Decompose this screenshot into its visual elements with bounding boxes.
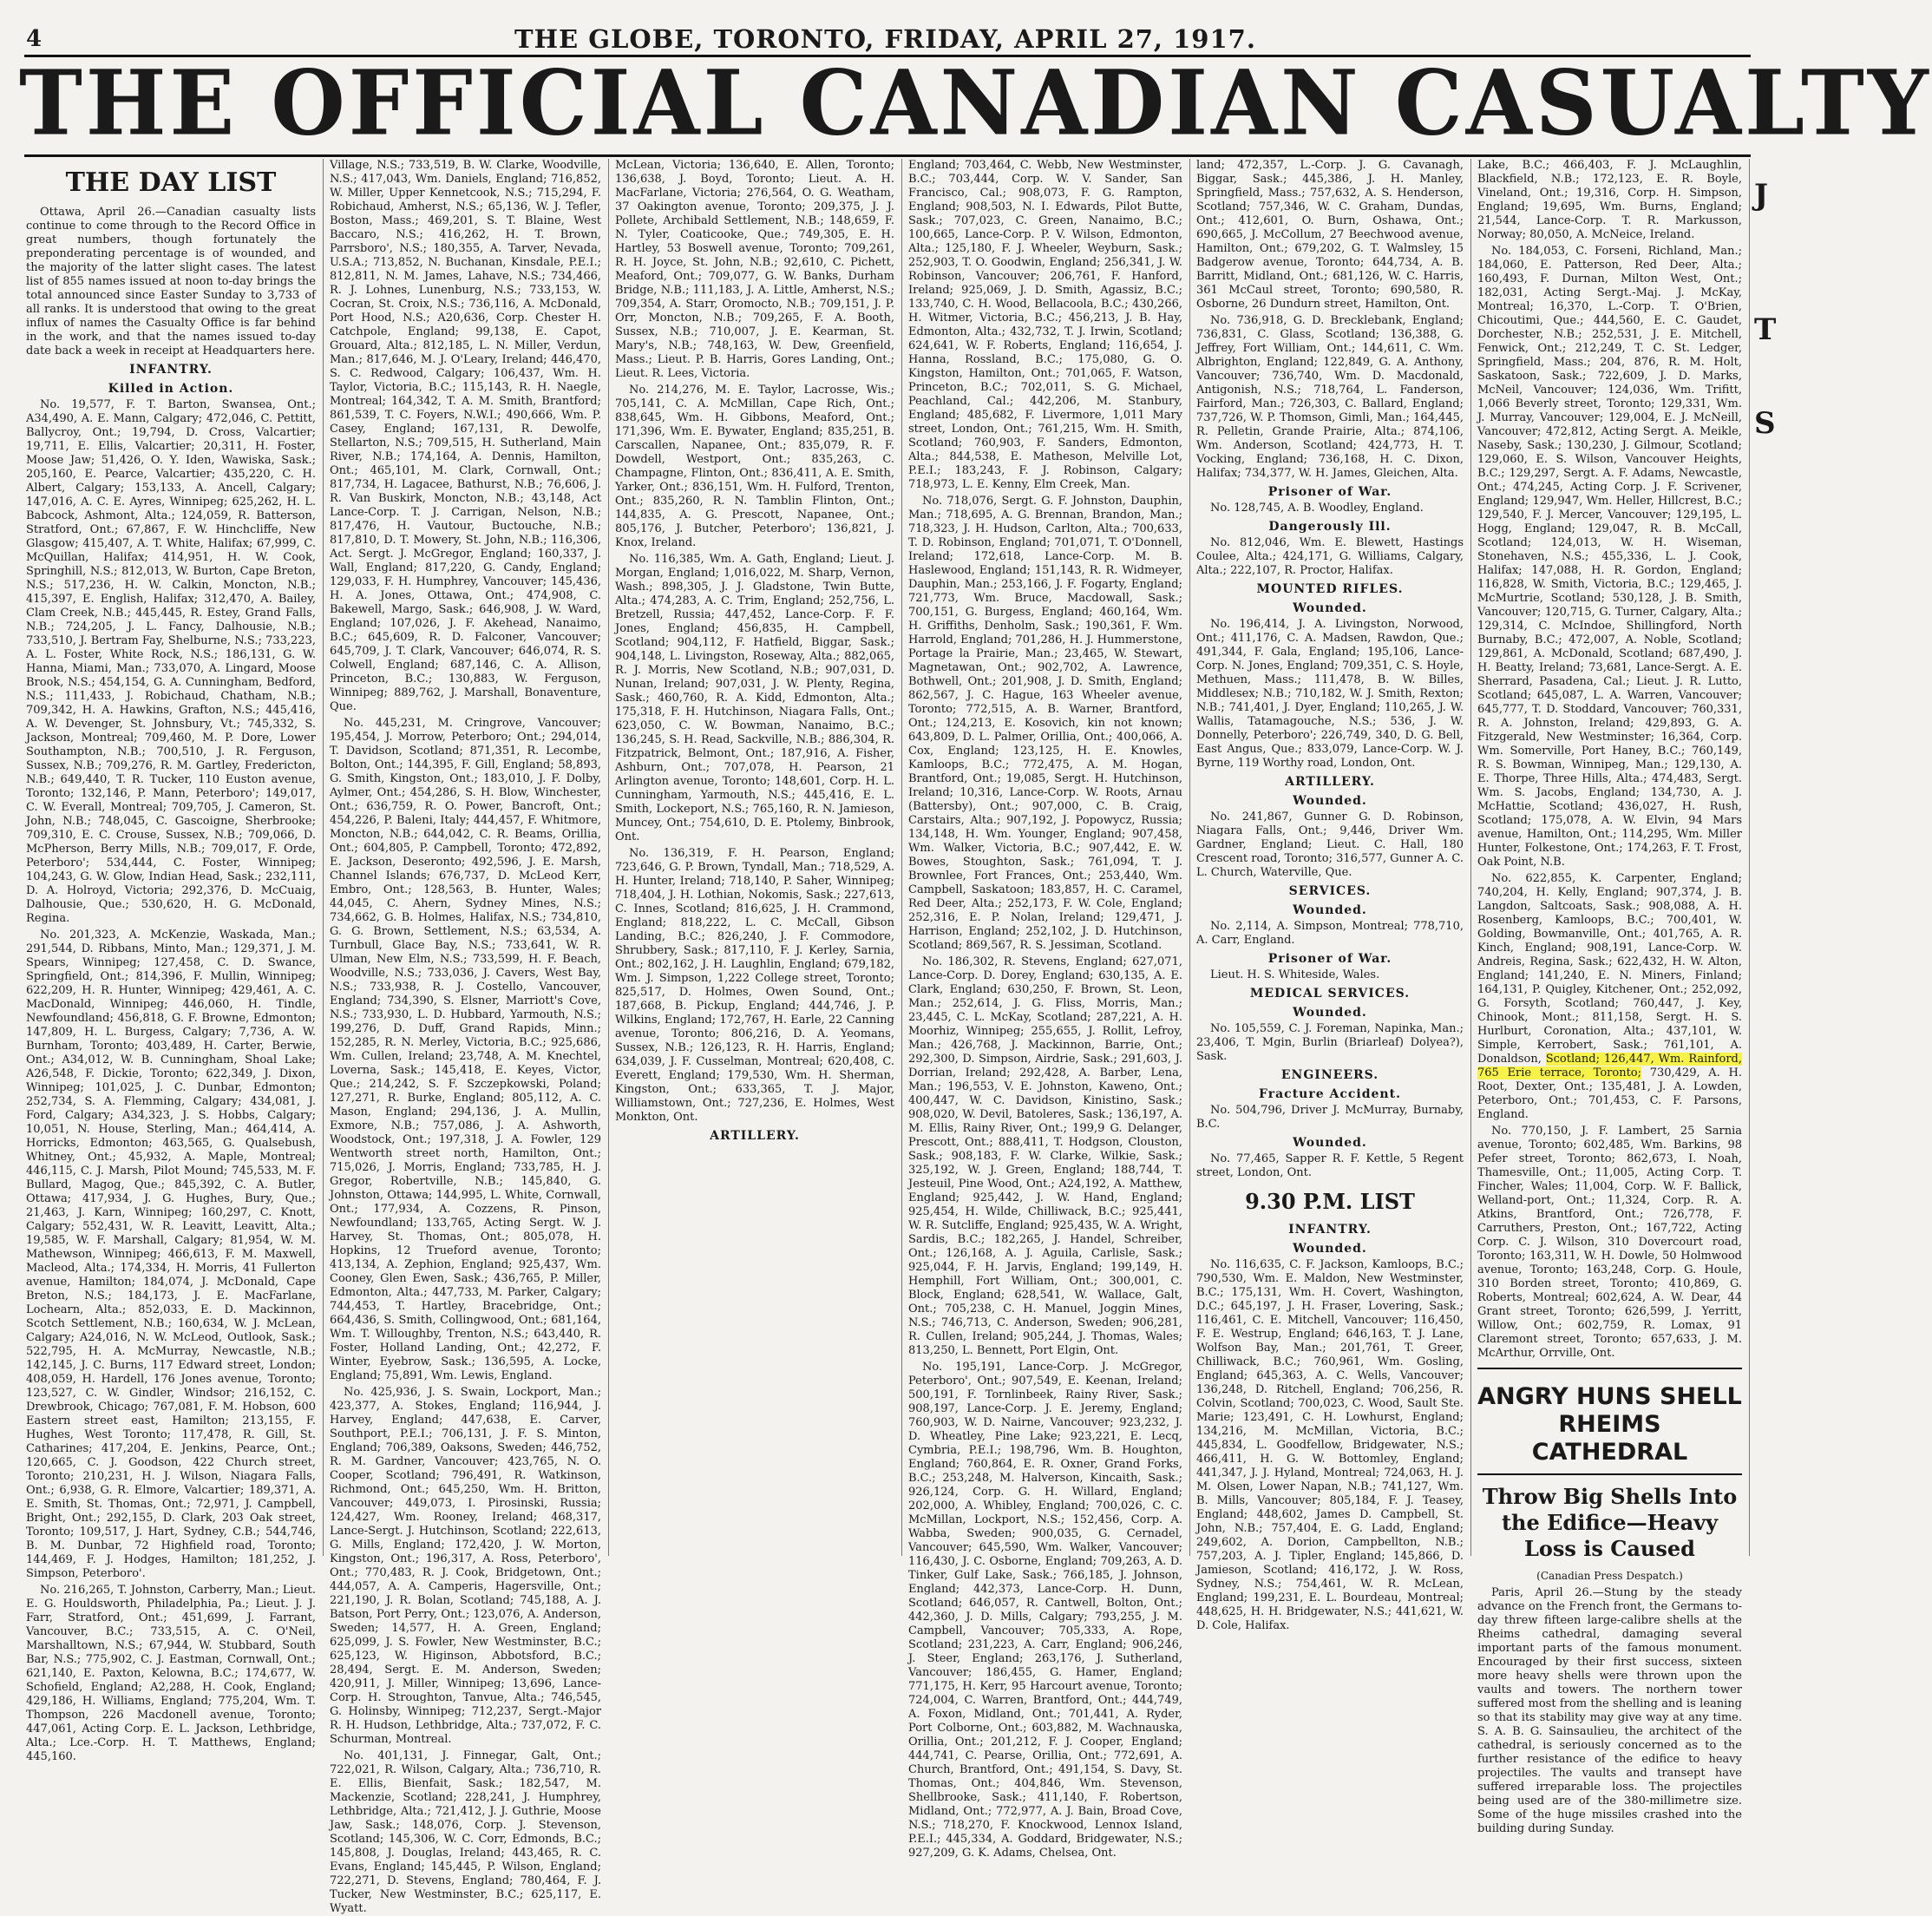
casualty-paragraph: No. 184,053, C. Forseni, Richland, Man.; 184,060, E. Patterson, Red Deer, Alta.; 160,493, F. Durnan, Milton West, Ont.; 182,031, Acting Sergt.-Maj. J. McKay, Montreal; 16,370, L.-Corp. T. O'Brien, Chicoutimi, Que.; 444,560, E. C. Gaudet, Dorchester, N.B.; 252,531, J. E. Mitchell, Fenwick, Ont.; 212,249, T. C. St. Ledger, Springfield, Mass.; 204, 876, R. M. Holt, Saskatoon, Sask.; 722,609, J. D. Marks, McNeil, Vancouver; 124,036, Wm. Trifitt, 1,066 Beverly street, Toronto; 129,331, Wm. J. Murray, Vancouver; 129,004, E. J. McNeill, Vancouver; 472,812, Acting Sergt. A. Meikle, Naseby, Sask.; 130,230, J. Gilmour, Scotland; 129,060, E. S. Wilson, Vancouver Heights, B.C.; 129,297, Sergt. A. F. Adams, Newcastle, Ont.; 474,245, Acting Corp. J. F. Scrivener, England; 129,947, Wm. Heller, Hillcrest, B.C.; 129,540, F. J. Mercer, Vancouver; 129,195, L. Hogg, England; 129,047, R. B. McCall, Scotland; 124,013, W. H. Wiseman, Stonehaven, N.S.; 455,336, L. J. Cook, Halifax; 147,088, H. R. Gordon, England; 116,828, W. Smith, Victoria, B.C.; 129,465, J. McMurtrie, Scotland; 530,128, J. B. Smith, Vancouver; 120,715, G. Turner, Calgary, Alta.; 129,314, C. McIndoe, Shillingford, North Burnaby, B.C.; 472,007, A. Noble, Scotland; 129,861, A. McDonald, Scotland; 687,490, J. H. Beatty, Ireland; 73,681, Lance-Sergt. A. E. Sherrard, Pasadena, Cal.; Lieut. J. R. Lutto, Scotland; 645,087, L. A. Warren, Vancouver; 645,777, T. D. Stoddard, Vancouver; 760,331, R. A. Johnston, Ireland; 429,893, G. A. Fitzgerald, New Westminster; 16,364, Corp. Wm. Somerville, Port Haney, B.C.; 760,149, R. S. Bowman, Winnipeg, Man.; 129,130, A. E. Thorpe, Three Hills, Alta.; 474,483, Sergt. Wm. S. Jacobs, England; 134,730, A. J. McHattie, Scotland; 436,027, H. Rush, Scotland; 175,078, A. W. Elvin, 94 Mars avenue, Hamilton, Ont.; 114,295, Wm. Miller Hunter, Folkestone, Ont.; 174,263, F. T. Frost, Oak Point, N.B. — [1477, 245, 1742, 869]
casualty-paragraph: land; 472,357, L.-Corp. J. G. Cavanagh, Biggar, Sask.; 445,386, J. H. Manley, Springfield, Mass.; 757,632, A. S. Henderson, Scotland; 757,346, W. C. Graham, Dundas, Ont.; 412,601, O. Burn, Oshawa, Ont.; 690,665, J. McCollum, 27 Beechwood avenue, Hamilton, Ont.; 679,202, G. T. Walmsley, 15 Badgerow avenue, Toronto; 644,734, A. B. Barritt, Midland, Ont.; 681,126, W. C. Harris, 361 McCaul street, Toronto; 690,580, R. Osborne, 26 Dundurn street, Hamilton, Ont. — [1196, 159, 1464, 311]
subsection-heading: Wounded. — [1293, 601, 1367, 615]
casualty-paragraph: No. 77,465, Sapper R. F. Kettle, 5 Regent street, London, Ont. — [1196, 1152, 1464, 1179]
casualty-paragraph: No. 425,936, J. S. Swain, Lockport, Man.; 423,377, A. Stokes, England; 116,944, J. Harvey, England; 447,638, E. Carver, Southport, P.E.I.; 706,131, J. F. S. Minton, England; 706,389, Oaksons, Sweden; 446,752, R. M. Gardner, Vancouver; 423,765, N. O. Cooper, Scotland; 796,491, R. Watkinson, Richmond, Ont.; 645,250, Wm. H. Britton, Vancouver; 449,073, I. Pirosinski, Russia; 124,427, Wm. Rooney, Ireland; 468,317, Lance-Sergt. J. Hutchinson, Scotland; 222,613, G. Mills, England; 172,420, J. W. Morton, Kingston, Ont.; 196,317, A. Ross, Peterboro', Ont.; 770,483, R. J. Cook, Bridgetown, Ont.; 444,057, A. A. Camperis, Hagersville, Ont.; 221,190, J. R. Bolan, Scotland; 745,188, A. J. Batson, Port Perry, Ont.; 123,076, A. Anderson, Sweden; 14,577, H. A. Green, England; 625,099, J. S. Fowler, New Westminster, B.C.; 625,123, W. Higinson, Abbotsford, B.C.; 28,494, Sergt. E. M. Anderson, Sweden; 420,911, J. Miller, Winnipeg; 13,696, Lance-Corp. H. Stroughton, Tanvue, Alta.; 746,545, G. Holinsby, Winnipeg; 712,237, Sergt.-Major R. H. Hudson, Lethbridge, Alta.; 737,072, F. C. Schurman, Montreal. — [330, 1386, 601, 1746]
section-heading: MOUNTED RIFLES. — [1256, 582, 1404, 596]
casualty-paragraph: No. 445,231, M. Cringrove, Vancouver; 195,454, J. Morrow, Peterboro; Ont.; 294,014, T. Davidson, Scotland; 871,351, R. Lecombe, Bolton, Ont.; 144,395, F. Gill, England; 58,893, G. Smith, Kingston, Ont.; 183,010, J. F. Dolby, Aylmer, Ont.; 454,286, S. H. Blow, Winchester, Ont.; 636,759, R. O. Power, Bancroft, Ont.; 454,226, P. Baleni, Italy; 444,457, F. Whitmore, Moncton, N.B.; 644,042, C. R. Beams, Orillia, Ont.; 604,805, P. Campbell, Toronto; 472,892, E. Jackson, Deseronto; 492,596, J. E. Marsh, Channel Islands; 676,737, D. McLeod Kerr, Embro, Ont.; 128,563, B. Hunter, Wales; 44,045, C. Ahern, Sydney Mines, N.S.; 734,662, G. B. Holmes, Halifax, N.S.; 734,810, G. G. Brown, Settlement, N.S.; 63,534, A. Turnbull, Glace Bay, N.S.; 733,641, W. R. Ulman, New Elm, N.S.; 733,599, H. F. Beach, Woodville, N.S.; 733,036, J. Cavers, West Bay, N.S.; 733,938, R. J. Costello, Vancouver, England; 734,390, S. Elsner, Marriott's Cove, N.S.; 733,930, L. D. Hubbard, Yarmouth, N.S.; 199,276, D. Duff, Grand Rapids, Minn.; 152,285, R. N. Merley, Victoria, B.C.; 925,686, Wm. Cullen, Ireland; 23,748, A. M. Knechtel, Loverna, Sask.; 145,418, E. Keyes, Victor, Que.; 214,242, S. F. Szczepkowski, Poland; 127,271, R. Burke, England; 805,112, A. C. Mason, England; 294,136, J. A. Mullin, Exmore, N.B.; 757,086, J. A. Ashworth, Woodstock, Ont.; 197,318, J. A. Fowler, 129 Wentworth street north, Hamilton, Ont.; 715,026, J. Morris, England; 733,785, H. J. Gregor, Robertville, N.B.; 145,840, G. Johnston, Ottawa; 144,995, L. White, Cornwall, Ont.; 177,934, A. Cozzens, R. Pinson, Newfoundland; 133,765, Acting Sergt. W. J. Harvey, St. Thomas, Ont.; 805,078, H. Hopkins, 12 Trueford avenue, Toronto; 413,134, A. Zephion, England; 925,437, Wm. Cooney, Glen Ewen, Sask.; 436,765, P. Miller, Edmonton, Alta.; 447,733, M. Parker, Calgary; 744,453, T. Hartley, Bracebridge, Ont.; 664,436, S. Smith, Collingwood, Ont.; 681,164, Wm. T. Willoughby, Trenton, N.S.; 643,440, R. Foster, Holland Landing, Ont.; 42,272, F. Winter, Eyebrow, Sask.; 136,595, A. Locke, England; 75,891, Wm. Lewis, England. — [330, 717, 601, 1382]
casualty-paragraph: No. 401,131, J. Finnegar, Galt, Ont.; 722,021, R. Wilson, Calgary, Alta.; 736,710, R. E. Ellis, Bienfait, Sask.; 182,547, M. Mackenzie, Scotland; 228,241, J. Humphrey, Lethbridge, Alta.; 721,412, J. J. Guthrie, Moose Jaw, Sask.; 148,076, Corp. J. Stevenson, Scotland; 145,306, W. C. Corr, Edmonds, B.C.; 145,808, J. Douglas, Ireland; 443,465, R. C. Evans, England; 145,445, P. Wilson, England; 722,271, D. Stevens, England; 780,464, F. J. Tucker, New Westminster, B.C.; 625,117, E. Wyatt. — [330, 1749, 601, 1915]
article-divider — [1477, 1473, 1742, 1475]
subsection-heading: Wounded. — [1293, 794, 1367, 808]
headline-rule — [24, 154, 1751, 157]
masthead: THE GLOBE, TORONTO, FRIDAY, APRIL 27, 1917. — [514, 24, 1256, 54]
subsection-heading: Prisoner of War. — [1267, 952, 1392, 966]
casualty-paragraph: No. 201,323, A. McKenzie, Waskada, Man.; 291,544, D. Ribbans, Minto, Man.; 129,371, J. M. Spears, Winnipeg; 127,458, C. D. Swance, Springfield, Ont.; 814,396, F. Mullin, Winnipeg; 622,209, H. R. Hunter, Winnipeg; 429,461, A. C. MacDonald, Winnipeg; 446,060, H. Tindle, Newfoundland; 456,818, G. F. Browne, Edmonton; 147,809, H. L. Burgess, Calgary; 7,736, A. W. Burnham, Toronto; 403,489, H. Carter, Berwie, Ont.; A34,012, W. B. Cunningham, Shoal Lake; A26,548, F. Dickie, Toronto; 622,349, J. Dixon, Winnipeg; 101,025, J. C. Dunbar, Edmonton; 252,734, S. A. Flemming, Calgary; 434,081, J. Ford, Calgary; A34,323, J. S. Hobbs, Calgary; 10,051, N. House, Sterling, Man.; 464,414, A. Horricks, Edmonton; 463,565, G. Qualsebush, Whitney, Ont.; 45,932, A. Maple, Montreal; 446,115, C. J. Marsh, Pilot Mound; 745,533, M. F. Bullard, Magog, Que.; 845,392, C. A. Butler, Ottawa; 417,934, J. G. Hughes, Bury, Que.; 21,463, J. Karn, Winnipeg; 160,297, C. Knott, Calgary; 552,431, W. R. Leavitt, Leavitt, Alta.; 19,585, W. F. Marshall, Calgary; 81,954, W. M. Mathewson, Winnipeg; 466,613, F. M. Maxwell, Macleod, Alta.; 174,334, H. Morris, 41 Fullerton avenue, Hamilton; 184,074, J. McDonald, Cape Breton, N.S.; 184,173, J. E. MacFarlane, Lochearn, Alta.; 852,033, E. D. Mackinnon, Scotch Settlement, N.B.; 160,634, W. J. McLean, Calgary; A24,016, N. W. McLeod, Outlook, Sask.; 522,795, H. A. McMurray, Newcastle, N.B.; 142,145, J. C. Burns, 117 Edward street, London; 408,059, H. Hardell, 176 Jones avenue, Toronto; 123,527, C. W. Gindler, Windsor; 216,152, C. Drewbrook, Chicago; 767,081, F. M. Hobson, 600 Eastern street east, Hamilton; 213,155, F. Hughes, West Toronto; 117,478, R. Gill, St. Catharines; 417,204, E. Jenkins, Pearce, Ont.; 120,665, C. J. Goodson, 422 Church street, Toronto; 210,231, H. J. Wilson, Niagara Falls, Ont.; 6,938, G. R. Elmore, Valcartier; 189,371, A. E. Smith, St. Thomas, Ont.; 72,971, J. Campbell, Bright, Ont.; 292,155, D. Clark, 203 Oak street, Toronto; 109,517, J. Hart, Sydney, C.B.; 544,746, B. M. Dunbar, 72 Highfield road, Toronto; 144,469, F. J. Hodges, Hamilton; 181,252, J. Simpson, Peterboro'. — [26, 928, 316, 1580]
day-list-title: THE DAY LIST — [65, 167, 277, 198]
casualty-paragraph: No. 812,046, Wm. E. Blewett, Hastings Coulee, Alta.; 424,171, G. Williams, Calgary, Alta.; 222,107, R. Proctor, Halifax. — [1196, 536, 1464, 577]
column-divider — [901, 159, 902, 1556]
subsection-heading: Wounded. — [1293, 1006, 1367, 1020]
casualty-paragraph: No. 196,414, J. A. Livingston, Norwood, Ont.; 411,176, C. A. Madsen, Rawdon, Que.; 491,344, F. Gala, England; 195,106, Lance-Corp. N. Jones, England; 709,351, C. S. Hoyle, Methuen, Mass.; 111,478, B. W. Billes, Middlesex; N.B.; 710,182, W. J. Smith, Rexton; N.B.; 741,401, J. Dyer, England; 110,265, J. W. Wallis, Tatamagouche, N.S.; 536, J. W. Donnelly, Peterboro'; 226,749, 340, D. G. Bell, East Angus, Que.; 833,079, Lance-Corp. W. J. Byrne, 119 Worthy road, London, Ont. — [1196, 618, 1464, 770]
casualty-paragraph: No. 186,302, R. Stevens, England; 627,071, Lance-Corp. D. Dorey, England; 630,135, A. E. Clark, England; 630,250, F. Brown, St. Leon, Man.; 252,614, J. G. Fliss, Morris, Man.; 23,445, C. L. McKay, Scotland; 287,221, A. H. Moorhiz, Winnipeg; 255,655, J. Rollit, Lefroy, Man.; 426,768, J. Mackinnon, Barrie, Ont.; 292,300, D. Simpson, Airdrie, Sask.; 291,603, J. Dorrian, Ireland; 292,428, A. Barber, Lena, Man.; 196,553, V. E. Johnston, Kaweno, Ont.; 400,447, W. C. Davidson, Kinistino, Sask.; 908,020, W. Devil, Batoleres, Sask.; 136,197, A. M. Ellis, Rainy River, Ont.; 199,9 G. Delanger, Prescott, Ont.; 888,411, T. Hodgson, Clouston, Sask.; 908,183, F. W. Clarke, Wilkie, Sask.; 325,192, W. J. Green, England; 188,744, T. Jesteuil, Pine Wood, Ont.; A24,192, A. Matthew, England; 925,442, J. W. Hand, England; 925,454, H. Wilde, Chilliwack, B.C.; 925,441, W. R. Sutcliffe, England; 925,435, W. A. Wright, Sardis, B.C.; 182,265, J. Handel, Schreiber, Ont.; 126,168, A. J. Aguila, Carlisle, Sask.; 925,044, F. H. Jarvis, England; 199,149, H. Hemphill, Fort William, Ont.; 300,001, C. Block, England; 628,541, W. Wallace, Galt, Ont.; 705,238, C. H. Manuel, Joggin Mines, N.S.; 746,713, C. Anderson, Sweden; 906,281, R. Cullen, Ireland; 905,244, J. Thomas, Wales; 813,250, L. Bennett, Port Elgin, Ont. — [908, 955, 1182, 1357]
casualty-text: 730,429, A. H. Root, Dexter, Ont.; 135,481, J. A. Lowden, Peterboro, Ont.; 701,453, C. F. Parsons, England. — [1477, 1066, 1742, 1121]
column-6 — [1477, 159, 1742, 1835]
column-1 — [26, 159, 316, 1763]
casualty-paragraph — [1477, 872, 1742, 1122]
casualty-paragraph: No. 736,918, G. D. Brecklebank, England; 736,831, C. Glass, Scotland; 136,388, G. Jeffrey, Fort William, Ont.; 144,611, C. Wm. Albrighton, England; 122,849, G. A. Anthony, Vancouver; 736,740, Wm. D. Macdonald, Antigonish, N.S.; 718,764, L. Fanderson, Fairford, Man.; 726,303, C. Ballard, England; 737,726, W. P. Thomson, Gimli, Man.; 164,445, R. Pelletin, Grande Prairie, Alta.; 874,106, Wm. Anderson, Scotland; 424,773, H. T. Vocking, England; 736,168, H. C. Dixon, Halifax; 734,377, W. H. James, Gleichen, Alta. — [1196, 314, 1464, 480]
column-divider — [1470, 159, 1471, 1556]
section-heading: MEDICAL SERVICES. — [1249, 987, 1411, 1001]
column-divider — [608, 159, 609, 1556]
highlighted-address: 765 Erie terrace, Toronto; — [1477, 1066, 1641, 1079]
news-body: Paris, April 26.—Stung by the steady advance on the French front, the Germans to-day threw fifteen large-calibre shells at the Rheims cathedral, damaging several important parts of the famous monument. Encouraged by their first success, sixteen more heavy shells were thrown upon the vaults and towers. The northern tower suffered most from the shelling and is leaning so that its stability may give way at any time. S. A. B. G. Sainsaulieu, the architect of the cathedral, is seriously concerned as to the further resistance of the edifice to heavy projectiles. The vaults and transept have suffered irreparable loss. The projectiles being used are of the 380-millimetre size. Some of the huge missiles crashed into the building during Sunday. — [1477, 1586, 1742, 1835]
edge-letter-1: J — [1754, 178, 1769, 213]
casualty-paragraph: No. 116,635, C. F. Jackson, Kamloops, B.C.; 790,530, Wm. E. Maldon, New Westminster, B.C.; 175,131, Wm. H. Covert, Washington, D.C.; 645,197, J. H. Fraser, Lovering, Sask.; 116,461, C. E. Mitchell, Vancouver; 116,450, F. E. Westrup, England; 646,163, T. J. Lane, Wolfson Bay, Man.; 201,761, T. Greer, Chilliwack, B.C.; 760,961, Wm. Gosling, England; 645,363, A. C. Wells, Vancouver; 136,248, D. Ritchell, England; 706,256, R. Colvin, Scotland; 700,023, C. Wood, Sault Ste. Marie; 123,491, C. H. Lowhurst, England; 134,216, M. McMillan, Victoria, B.C.; 445,834, L. Goodfellow, Bridgewater, N.S.; 466,411, H. G. W. Bottomley, England; 441,347, J. J. Hyland, Montreal; 724,063, H. J. M. Olsen, Lower Napan, N.B.; 741,127, Wm. B. Mills, Vancouver; 805,184, F. J. Teasey, England; 448,602, James D. Campbell, St. John, N.B.; 757,404, E. G. Ladd, England; 249,602, A. Dorion, Campbellton, N.B.; 757,203, A. J. Tipler, England; 145,866, D. Jamieson, Scotland; 416,172, J. W. Ross, Sydney, N.S.; 754,461, W. R. McLean, England; 199,231, E. L. Bourdeau, Montreal; 448,625, H. H. Bridgewater, N.S.; 441,621, W. D. Cole, Halifax. — [1196, 1258, 1464, 1632]
evening-list-title: 9.30 P.M. LIST — [1245, 1189, 1415, 1214]
column-2 — [330, 159, 601, 1915]
casualty-paragraph: Lake, B.C.; 466,403, F. J. McLaughlin, Blackfield, N.B.; 172,123, E. R. Boyle, Vineland, Ont.; 19,316, Corp. H. Simpson, England; 19,695, Wm. Burns, England; 21,544, Lance-Corp. T. R. Markusson, Norway; 80,050, A. McNeice, Ireland. — [1477, 159, 1742, 241]
section-heading: SERVICES. — [1288, 884, 1372, 898]
column-divider — [1189, 159, 1190, 1556]
casualty-paragraph: No. 214,276, M. E. Taylor, Lacrosse, Wis.; 705,141, C. A. McMillan, Cape Rich, Ont.; 838,645, Wm. H. Gibbons, Meaford, Ont.; 171,396, Wm. E. Bywater, England; 835,251, B. Carscallen, Napanee, Ont.; 835,079, R. F. Dowdell, Westport, Ont.; 835,263, C. Champagne, Flinton, Ont.; 836,411, A. E. Smith, Yarker, Ont.; 836,151, Wm. H. Fulford, Trenton, Ont.; 835,260, R. N. Tamblin Flinton, Ont.; 144,835, A. G. Prescott, Napanee, Ont.; 805,176, J. Butcher, Peterboro'; 136,821, J. Knox, Ireland. — [615, 384, 894, 549]
casualty-paragraph: No. 2,114, A. Simpson, Montreal; 778,710, A. Carr, England. — [1196, 920, 1464, 947]
casualty-paragraph: No. 504,796, Driver J. McMurray, Burnaby, B.C. — [1196, 1104, 1464, 1131]
subsection-heading: Dangerously Ill. — [1268, 520, 1392, 534]
casualty-paragraph: Lieut. H. S. Whiteside, Wales. — [1210, 968, 1380, 981]
casualty-paragraph: No. 19,577, F. T. Barton, Swansea, Ont.; A34,490, A. E. Mann, Calgary; 472,046, C. Pettitt, Ballycroy, Ont.; 19,794, D. Cross, Valcartier; 19,711, E. Ellis, Valcartier; 20,311, H. Foster, Moose Jaw; 51,426, O. Y. Iden, Wawiska, Sask.; 205,160, E. Pearce, Valcartier; 435,220, C. H. Albert, Calgary; 153,133, A. Ancell, Calgary; 147,016, A. C. E. Ayres, Winnipeg; 625,262, H. L. Babcock, Ashmont, Alta.; 124,059, R. Batterson, Stratford, Ont.; 67,867, F. W. Hinchcliffe, New Glasgow; 415,407, A. T. White, Halifax; 67,999, C. McQuillan, Halifax; 414,951, H. W. Cook, Springhill, N.S.; 812,013, W. Burton, Cape Breton, N.S.; 517,236, H. W. Calkin, Moncton, N.B.; 415,397, E. English, Halifax; 312,470, A. Bailey, Clam Creek, N.B.; 445,445, R. Estey, Grand Falls, N.B.; 724,205, J. L. Fancy, Dalhousie, N.B.; 733,510, J. Bertram Fay, Shelburne, N.S.; 733,223, A. L. Foster, White Rock, N.S.; 186,131, G. W. Hanna, Miami, Man.; 733,070, A. Lingard, Moose Brook, N.S.; 454,154, G. A. Cunningham, Bedford, N.S.; 111,433, J. Robichaud, Chatham, N.B.; 709,342, H. A. Hawkins, Grafton, N.S.; 445,416, A. W. Devenger, St. Johnsbury, Vt.; 745,332, S. Jackson, Montreal; 709,460, M. P. Dore, Lower Southampton, N.B.; 700,510, J. R. Ferguson, Sussex, N.B.; 709,276, R. M. Gartley, Fredericton, N.B.; 649,440, T. R. Tucker, 110 Euston avenue, Toronto; 132,146, P. Mann, Peterboro'; 149,017, C. W. Everall, Montreal; 709,705, J. Cameron, St. John, N.B.; 748,045, C. Gascoigne, Sherbrooke; 709,310, E. C. Crouse, Sussex, N.B.; 709,066, D. McPherson, Berry Mills, N.B.; 709,017, F. Orde, Peterboro'; 534,444, C. Foster, Winnipeg; 104,243, G. W. Glow, Indian Head, Sask.; 232,111, D. A. Holroyd, Victoria; 292,376, D. McCuaig, Dalhousie, Que.; 530,620, H. G. McDonald, Regina. — [26, 398, 316, 925]
casualty-paragraph: McLean, Victoria; 136,640, E. Allen, Toronto; 136,638, J. Boyd, Toronto; Lieut. A. H. MacFarlane, Victoria; 276,564, O. G. Weatham, 37 Oakington avenue, Toronto; 209,375, J. J. Pollete, Archibald Settlement, N.B.; 148,659, F. N. Tyler, Coaticooke, Que.; 749,305, E. H. Hartley, 53 Boswell avenue, Toronto; 709,261, R. H. Joyce, St. John, N.B.; 92,610, C. Pichett, Meaford, Ont.; 709,077, G. W. Banks, Durham Bridge, N.B.; 111,183, J. A. Little, Amherst, N.S.; 709,354, A. Starr, Oromocto, N.B.; 709,151, J. P. Orr, Moncton, N.B.; 709,265, F. A. Booth, Sussex, N.B.; 710,007, J. E. Kearman, St. Mary's, N.B.; 748,163, W. Dew, Greenfield, Mass.; Lieut. P. B. Harris, Gores Landing, Ont.; Lieut. R. Lees, Victoria. — [615, 159, 894, 380]
casualty-paragraph: No. 116,385, Wm. A. Gath, England; Lieut. J. Morgan, England; 1,016,022, M. Sharp, Vernon, Wash.; 898,305, J. J. Gladstone, Twin Butte, Alta.; 474,283, A. C. Trim, England; 252,756, L. Bretzell, Russia; 447,452, Lance-Corp. F. F. Jones, England; 456,835, H. Campbell, Scotland; 904,112, F. Hatfield, Biggar, Sask.; 904,148, L. Livingston, Roseway, Alta.; 882,065, R. J. Morris, New Scotland, N.B.; 907,031, D. Nunan, Ireland; 907,031, J. W. Plenty, Regina, Sask.; 460,760, R. A. Kidd, Edmonton, Alta.; 175,318, F. H. Hutchinson, Niagara Falls, Ont.; 623,050, C. W. Bowman, Nanaimo, B.C.; 136,245, S. H. Read, Sackville, N.B.; 886,304, R. Fitzpatrick, Belmont, Ont.; 187,916, A. Fisher, Ashburn, Ont.; 707,078, H. Pearson, 21 Arlington avenue, Toronto; 148,601, Corp. H. L. Cunningham, Yarmouth, N.S.; 445,416, E. L. Smith, Lockeport, N.S.; 765,160, R. N. Jamieson, Muncey, Ont.; 754,610, D. E. Ptolemy, Binbrook, Ont. — [615, 553, 894, 843]
column-3 — [615, 159, 894, 1558]
section-heading: INFANTRY. — [1288, 1223, 1372, 1237]
page-headline: THE OFFICIAL CANADIAN CASUALTY — [19, 51, 1932, 156]
column-divider — [323, 159, 324, 1556]
section-heading: ARTILLERY. — [710, 1129, 800, 1143]
casualty-paragraph: No. 216,265, T. Johnston, Carberry, Man.; Lieut. E. G. Houldsworth, Philadelphia, Pa.; Lieut. J. J. Farr, Stratford, Ont.; 451,699, J. Farrant, Vancouver, B.C.; 733,515, A. C. O'Neil, Marshalltown, N.S.; 67,944, W. Stubbard, South Bar, N.S.; 775,902, C. J. Eastman, Cornwall, Ont.; 621,140, E. Paxton, Kelowna, B.C.; 174,677, W. Schofield, England; A2,288, H. Cook, England; 429,186, H. Williams, England; 775,204, Wm. T. Thompson, 226 Macdonell avenue, Toronto; 447,061, Acting Corp. E. L. Jackson, Lethbridge, Alta.; Lce.-Corp. H. T. Matthews, England; 445,160. — [26, 1584, 316, 1763]
column-4 — [908, 159, 1182, 1860]
edge-letter-2: T — [1754, 312, 1777, 347]
subsection-heading: Fracture Accident. — [1259, 1087, 1401, 1101]
subsection-heading: Wounded. — [1293, 903, 1367, 917]
casualty-paragraph: No. 718,076, Sergt. G. F. Johnston, Dauphin, Man.; 718,695, A. G. Brennan, Brandon, Man.; 718,323, J. H. Hudson, Carlton, Alta.; 700,633, T. D. Robinson, England; 701,071, T. O'Donnell, Ireland; 172,618, Lance-Corp. M. B. Haslewood, England; 151,143, R. R. Widmeyer, Dauphin, Man.; 253,166, J. F. Fogarty, England; 721,773, Wm. Bruce, Macdowall, Sask.; 700,151, G. Burgess, England; 460,164, Wm. H. Griffiths, Denholm, Sask.; 190,361, F. Wm. Harrold, England; 701,286, H. J. Hummerstone, Portage la Prairie, Man.; 23,465, W. Stewart, Magnetawan, Ont.; 902,702, A. Lawrence, Bothwell, Ont.; 201,908, J. D. Smith, England; 862,567, J. C. Hague, 163 Wheeler avenue, Toronto; 772,515, A. B. Warner, Brantford, Ont.; 124,213, E. Kosovich, kin not known; 643,809, D. L. Palmer, Orillia, Ont.; 400,066, A. Cox, England; 123,125, H. E. Knowles, Kamloops, B.C.; 772,475, A. M. Hogan, Brantford, Ont.; 19,085, Sergt. H. Hutchinson, Ireland; 10,316, Lance-Corp. W. Roots, Arnau (Battersby), Ont.; 907,000, C. B. Craig, Carstairs, Alta.; 907,192, J. Popowycz, Russia; 134,148, H. Wm. Younger, England; 907,458, Wm. Walker, Victoria, B.C.; 907,442, E. W. Bowes, Stoughton, Sask.; 761,094, T. J. Brownlee, Fort Frances, Ont.; 253,440, Wm. Campbell, Saskatoon; 183,857, H. C. Caramel, Red Deer, Alta.; 252,173, F. W. Cole, England; 252,316, E. P. Nolan, Ireland; 129,471, J. Harrison, England; 252,102, J. D. Hutchinson, Scotland; 869,567, R. S. Jessiman, Scotland. — [908, 495, 1182, 952]
article-divider — [1477, 1368, 1742, 1369]
subsection-heading: Wounded. — [1293, 1136, 1367, 1150]
news-deck: Throw Big Shells Into the Edifice—Heavy Loss is Caused — [1482, 1484, 1738, 1561]
news-credit: (Canadian Press Despatch.) — [1536, 1570, 1683, 1582]
casualty-paragraph: No. 136,319, F. H. Pearson, England; 723,646, G. P. Brown, Tyndall, Man.; 718,529, A. H. Hunter, Ireland; 718,140, P. Saher, Winnipeg; 718,404, J. H. Lothian, Nokomis, Sask.; 227,613, C. Innes, Scotland; 816,625, J. H. Crammond, England; 818,222, L. C. McCall, Gibson Landing, B.C.; 826,240, J. F. Commodore, Shrubbery, Sask.; 817,110, F. J. Kerley, Sarnia, Ont.; 802,162, J. H. Laughlin, England; 679,182, Wm. J. Simpson, 1,222 College street, Toronto; 825,517, D. Holmes, Owen Sound, Ont.; 187,668, B. Pickup, England; 444,746, J. P. Wilkins, England; 172,767, H. Earle, 22 Canning avenue, Toronto; 806,216, D. A. Yeomans, Sussex, N.B.; 126,123, R. H. Harris, England; 634,039, J. F. Cusselman, Montreal; 620,408, C. Everett, England; 179,530, Wm. H. Sherman, Kingston, Ont.; 633,365, T. J. Major, Williamstown, Ont.; 727,236, E. Holmes, West Monkton, Ont. — [615, 847, 894, 1124]
casualty-paragraph: Village, N.S.; 733,519, B. W. Clarke, Woodville, N.S.; 417,043, Wm. Daniels, England; 716,852, W. Miller, Upper Kennetcook, N.S.; 715,294, F. Robichaud, Amherst, N.S.; 65,136, W. J. Tefler, Boston, Mass.; 469,201, S. T. Blaine, West Baccaro, N.S.; 416,262, H. T. Brown, Parrsboro', N.S.; 180,355, A. Tarver, Nevada, U.S.A.; 713,852, N. Buchanan, Kinsdale, P.E.I.; 812,811, N. M. James, Lahave, N.S.; 734,466, R. J. Lohnes, Lunenburg, N.S.; 733,153, W. Cocran, St. Croix, N.S.; 736,116, A. McDonald, Port Hood, N.S.; A20,636, Corp. Chester H. Catchpole, England; 99,138, E. Capot, Grouard, Alta.; 812,185, L. N. Miller, Verdun, Man.; 817,646, M. J. O'Leary, Ireland; 446,470, S. C. Redwood, Calgary; 106,437, Wm. H. Taylor, Victoria, B.C.; 115,143, R. H. Naegle, Montreal; 164,342, T. A. M. Smith, Brantford; 861,539, T. C. Foyers, N.W.I.; 490,666, Wm. P. Casey, England; 167,131, R. Dewolfe, Stellarton, N.S.; 709,515, H. Sutherland, Main River, N.B.; 174,164, A. Dennis, Hamilton, Ont.; 465,101, M. Clark, Cornwall, Ont.; 817,734, H. Lagacee, Bathurst, N.B.; 76,606, J. R. Van Buskirk, Moncton, N.B.; 43,148, Act Lance-Corp. T. J. Carrigan, Nelson, N.B.; 817,476, H. Vautour, Buctouche, N.B.; 817,810, D. T. Mowery, St. John, N.B.; 116,306, Act. Sergt. J. McGregor, England; 160,337, J. Wall, England; 817,220, G. Candy, England; 129,033, F. H. Humphrey, Vancouver; 145,436, H. A. Jones, Ottawa, Ont.; 474,908, C. Bakewell, Margo, Sask.; 646,908, J. W. Ward, England; 107,026, J. F. Akehead, Nanaimo, B.C.; 645,609, R. D. Falconer, Vancouver; 645,709, J. T. Clark, Vancouver; 646,074, R. S. Colwell, England; 687,146, C. A. Allison, Princeton, B.C.; 130,883, W. Ferguson, Winnipeg; 889,762, J. Marshall, Bonaventure, Que. — [330, 159, 601, 713]
casualty-paragraph: No. 195,191, Lance-Corp. J. McGregor, Peterboro', Ont.; 907,549, E. Keenan, Ireland; 500,191, F. Tornlinbeek, Rainy River, Sask.; 908,197, Lance-Corp. J. E. Jeremy, England; 760,903, W. D. Nairne, Vancouver; 923,232, J. D. Wheatley, Pine Lake; 923,221, E. Lecq, Cymbria, P.E.I.; 198,796, Wm. B. Houghton, England; 760,864, E. R. Oxner, Grand Forks, B.C.; 253,248, M. Halverson, Kincaith, Sask.; 926,124, Corp. G. H. Willard, England; 202,000, A. Whibley, England; 700,026, C. C. McMillan, Lockport, N.S.; 152,456, Corp. A. Wabba, Sweden; 900,035, G. Cernadel, Vancouver; 645,590, Wm. Walker, Vancouver; 116,430, J. C. Osborne, England; 709,263, A. D. Tinker, Gulf Lake, Sask.; 766,185, J. Johnson, England; 442,373, Lance-Corp. H. Dunn, Scotland; 646,057, R. Cantwell, Bolton, Ont.; 442,360, J. D. Mills, Calgary; 793,255, J. M. Campbell, Vancouver; 705,333, A. Rope, Scotland; 231,223, A. Carr, England; 906,246, J. Steer, England; 263,176, J. Sutherland, Vancouver; 186,455, G. Hamer, England; 771,175, H. Kerr, 95 Harcourt avenue, Toronto; 724,004, C. Warren, Brantford, Ont.; 444,749, A. Foxon, Midland, Ont.; 701,441, A. Ryder, Port Colborne, Ont.; 603,882, M. Wachnauska, Orillia, Ont.; 201,212, F. J. Cooper, England; 444,741, C. Pearse, Orillia, Ont.; 772,691, A. Church, Brantford, Ont.; 491,154, S. Davy, St. Thomas, Ont.; 404,846, Wm. Stevenson, Shellbrooke, Sask.; 411,140, F. Robertson, Midland, Ont.; 772,977, A. J. Bain, Broad Cove, N.S.; 718,270, F. Knockwood, Lennox Island, P.E.I.; 445,334, A. Goddard, Bridgewater, N.S.; 927,209, G. K. Adams, Chelsea, Ont. — [908, 1361, 1182, 1860]
casualty-paragraph: No. 128,745, A. B. Woodley, England. — [1210, 502, 1424, 515]
subsection-heading: Killed in Action. — [108, 382, 234, 396]
subsection-heading: Wounded. — [1293, 1242, 1367, 1256]
casualty-paragraph: No. 241,867, Gunner G. D. Robinson, Niagara Falls, Ont.; 9,446, Driver Wm. Gardner, England; Lieut. C. Hall, 180 Crescent road, Toronto; 316,577, Gunner A. C. L. Church, Waterville, Que. — [1196, 810, 1464, 879]
section-heading: ARTILLERY. — [1285, 775, 1375, 789]
casualty-paragraph: England; 703,464, C. Webb, New Westminster, B.C.; 703,444, Corp. W. V. Sander, San Francisco, Cal.; 908,073, F. G. Rampton, England; 908,503, N. I. Edwards, Pilot Butte, Sask.; 707,023, C. Green, Nanaimo, B.C.; 100,665, Lance-Corp. P. V. Wilson, Edmonton, Alta.; 125,180, F. J. Wheeler, Weyburn, Sask.; 252,903, T. O. Goodwin, England; 256,341, J. W. Robinson, Vancouver; 206,761, F. Hanford, Ireland; 925,069, J. D. Smith, Agassiz, B.C.; 133,740, C. H. Wood, Bellacoola, B.C.; 430,266, H. Witmer, Victoria, B.C.; 456,213, J. B. Hay, Edmonton, Alta.; 432,732, T. J. Irwin, Scotland; 624,641, W. F. Roberts, England; 116,654, J. Hanna, Rossland, B.C.; 175,080, G. O. Kingston, Hamilton, Ont.; 701,065, F. Watson, Princeton, B.C.; 702,011, S. G. Michael, Peachland, Cal.; 442,206, M. Stanbury, England; 485,682, F. Livermore, 1,011 Mary street, London, Ont.; 761,215, Wm. H. Smith, Scotland; 760,903, F. Sanders, Edmonton, Alta.; 844,538, E. Matheson, Melville Lot, P.E.I.; 183,243, F. J. Robinson, Calgary; 718,973, L. E. Kenny, Elm Creek, Man. — [908, 159, 1182, 491]
news-headline: ANGRY HUNS SHELL RHEIMS CATHEDRAL — [1477, 1383, 1742, 1466]
section-heading: ENGINEERS. — [1280, 1068, 1379, 1082]
casualty-text: No. 622,855, K. Carpenter, England; 740,204, H. Kelly, England; 907,374, J. B. Langdon, Saltcoats, Sask.; 908,088, A. H. Rosenberg, Kamloops, B.C.; 700,401, W. Golding, Bowmanville, Ont.; 401,765, A. R. Kinch, England; 908,191, Lance-Corp. W. Andreis, Regina, Sask.; 622,432, H. W. Alton, England; 141,240, E. N. Miners, Finland; 164,131, P. Quigley, Kitchener, Ont.; 252,092, G. Forsyth, Scotland; 760,447, J. Key, Chinook, Mont.; 811,158, Sergt. H. S. Hurlburt, Coronation, Alta.; 437,101, W. Simple, Kerrobert, Sask.; 761,101, A. Donaldson, — [1477, 872, 1742, 1066]
section-heading: INFANTRY. — [129, 363, 213, 377]
column-divider — [1749, 159, 1750, 1556]
casualty-paragraph: No. 770,150, J. F. Lambert, 25 Sarnia avenue, Toronto; 602,485, Wm. Barkins, 98 Pefer street, Toronto; 862,673, I. Noah, Thamesville, Ont.; 11,005, Acting Corp. T. Fincher, Wales; 11,004, Corp. W. F. Ballick, Welland-port, Ont.; 11,324, Corp. R. A. Atkins, Brantford, Ont.; 726,778, F. Carruthers, Preston, Ont.; 167,722, Acting Corp. C. J. Wilson, 310 Dovercourt road, Toronto; 163,311, W. H. Dowle, 50 Holmwood avenue, Toronto; 163,248, Corp. G. Houle, 310 Borden street, Toronto; 410,869, G. Roberts, Montreal; 602,624, A. W. Dear, 44 Grant street, Toronto; 626,599, J. Yerritt, Willow, Ont.; 602,759, R. Lomax, 91 Claremont street, Toronto; 657,633, J. M. McArthur, Orrville, Ont. — [1477, 1125, 1742, 1360]
highlighted-entry: Scotland; 126,447, Wm. Rainford, — [1545, 1053, 1742, 1066]
edge-letter-3: S — [1754, 406, 1776, 441]
intro-paragraph: Ottawa, April 26.—Canadian casualty lists continue to come through to the Record Office in great numbers, though fortunately the preponderating percentage is of wounded, and the majority of the latter slight cases. The latest list of 855 names issued at noon to-day brings the total announced since Easter Sunday to 3,733 of all ranks. It is understood that owing to the great influx of names the Casualty Office is far behind in the work, and that the names issued to-day date back a week in receipt at Headquarters here. — [26, 206, 316, 358]
page-header — [0, 0, 1771, 56]
page-number: 4 — [26, 26, 43, 52]
column-5 — [1196, 159, 1464, 1632]
casualty-paragraph: No. 105,559, C. J. Foreman, Napinka, Man.; 23,406, T. Mgin, Burlin (Briarleaf) Dolyea?), Sask. — [1196, 1022, 1464, 1063]
subsection-heading: Prisoner of War. — [1267, 485, 1392, 499]
